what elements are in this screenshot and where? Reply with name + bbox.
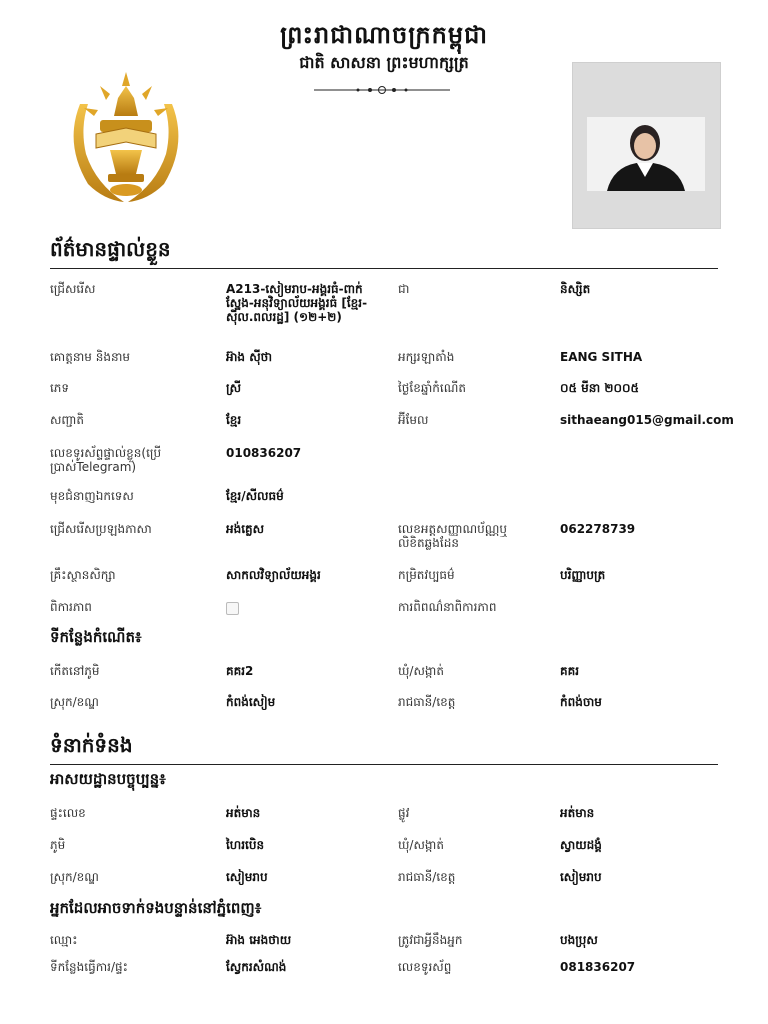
address-value: ស្វាយដង្គំ (560, 838, 602, 852)
personal-info-value: ខ្មែរ (226, 413, 242, 427)
birthplace-value: កំពង់សៀម (226, 695, 276, 709)
kingdom-title: ព្រះរាជាណាចក្រកម្ពុជា (280, 21, 488, 49)
emergency-contact-value: 081836207 (560, 960, 636, 974)
personal-info-label: មុខជំនាញឯកទេស (50, 489, 134, 503)
personal-info-value: សាកលវិទ្យាល័យអង្គរ (226, 568, 321, 582)
emergency-contact-label: ត្រូវជាអ្វីនឹងអ្នក (398, 933, 463, 947)
contact-heading: ទំនាក់ទំនង (50, 732, 718, 765)
personal-info-value: 010836207 (226, 446, 302, 460)
personal-info-label: អក្សរឡាតាំង (398, 350, 455, 364)
applicant-photo (572, 62, 721, 229)
personal-info-value: និស្សិត (560, 282, 591, 296)
emergency-contact-value: ស្វែករសំណង់ (226, 960, 287, 974)
emergency-contact-label: ទីកន្លែងធ្វើការ/ផ្ទះ (50, 960, 128, 974)
birthplace-label: ឃុំ/សង្កាត់ (398, 664, 444, 678)
personal-info-value: អ៊ាង ស៊ីថា (226, 350, 273, 364)
address-value: អត់មាន (560, 806, 595, 820)
personal-info-label: ថ្ងៃខែឆ្នាំកំណើត (398, 381, 466, 395)
emergency-contact-value: អ៊ាង អេងថាយ (226, 933, 292, 947)
personal-info-value: អង់គ្លេស (226, 522, 265, 536)
birthplace-value: កំពង់ចាម (560, 695, 602, 709)
address-label: ស្រុក/ខណ្ឌ (50, 870, 99, 884)
personal-info-value: ០៥ មីនា ២០០៥ (560, 381, 639, 395)
address-value: អត់មាន (226, 806, 261, 820)
personal-info-label: លេខទូរស័ព្ទផ្ទាល់ខ្លួន(ប្រើប្រាស់Telegram) (50, 446, 162, 474)
personal-info-label: លេខអត្តសញ្ញាណប័ណ្ណឬលិខិតឆ្លងដែន (398, 522, 508, 550)
personal-info-value: 062278739 (560, 522, 636, 536)
personal-info-value: sithaeang015@gmail.com (560, 413, 734, 427)
address-label: ភូមិ (50, 838, 66, 852)
personal-info-value: EANG SITHA (560, 350, 643, 364)
personal-info-label: ការពិពណ៌នាពិការភាព (398, 600, 497, 614)
address-label: រាជធានី/ខេត្ត (398, 870, 456, 884)
birthplace-heading: ទីកន្លែងកំណើត៖ (50, 628, 142, 646)
personal-info-label: អ៊ីមែល (398, 413, 429, 427)
birthplace-label: រាជធានី/ខេត្ត (398, 695, 456, 709)
address-value: សៀមរាប (226, 870, 268, 884)
address-label: ផ្ទះលេខ (50, 806, 86, 820)
national-emblem-icon (60, 64, 192, 210)
emergency-contact-label: លេខទូរស័ព្ទ (398, 960, 452, 974)
emergency-contact-heading: អ្នកដែលអាចទាក់ទងបន្ទាន់នៅភ្នំពេញ៖ (50, 899, 262, 917)
address-label: ឃុំ/សង្កាត់ (398, 838, 444, 852)
emergency-contact-value: បងប្រុស (560, 933, 598, 947)
ornament-divider-icon (312, 84, 452, 96)
personal-info-label: ជ្រើសរើសប្រឡងភាសា (50, 522, 152, 536)
personal-info-value: ស្រី (226, 381, 241, 395)
birthplace-label: ស្រុក/ខណ្ឌ (50, 695, 99, 709)
birthplace-value: គគរ (560, 664, 580, 678)
motto: ជាតិ សាសនា ព្រះមហាក្សត្រ (299, 53, 469, 72)
personal-info-label: ពិការភាព (50, 600, 92, 614)
birthplace-value: គគរ2 (226, 664, 254, 678)
personal-info-label: គោត្តនាម និងនាម (50, 350, 130, 364)
personal-info-label: កម្រិតវប្បធម៌ (398, 568, 455, 582)
personal-info-label: ភេទ (50, 381, 70, 395)
personal-info-value: បរិញ្ញាបត្រ (560, 568, 606, 582)
address-value: ហៃរបេិន (226, 838, 265, 852)
portrait-image (587, 117, 705, 191)
personal-info-label: ជ្រើសរើស (50, 282, 96, 296)
personal-info-label: ជា (398, 282, 410, 296)
personal-info-heading: ព័ត៌មានផ្ទាល់ខ្លួន (50, 236, 718, 269)
address-label: ផ្លូវ (398, 806, 410, 820)
address-value: សៀមរាប (560, 870, 602, 884)
personal-info-value: ខ្មែរ/សីលធម៌ (226, 489, 284, 503)
personal-info-label: គ្រឹះស្ថានសិក្សា (50, 568, 116, 582)
personal-info-label: សញ្ជាតិ (50, 413, 85, 427)
current-address-heading: អាសយដ្ឋានបច្ចុប្បន្ន៖ (50, 770, 166, 788)
emergency-contact-label: ឈ្មោះ (50, 933, 78, 947)
disability-checkbox[interactable] (226, 602, 239, 615)
personal-info-value: A213-សៀមរាប-អង្គរធំ-ពាក់ស្នែង-អនុវិទ្យាល័យអង្គរធំ [ខ្មែរ-ស៊ីល.ពលរដ្ឋ] (១២+២) (226, 282, 368, 324)
birthplace-label: កើតនៅភូមិ (50, 664, 100, 678)
